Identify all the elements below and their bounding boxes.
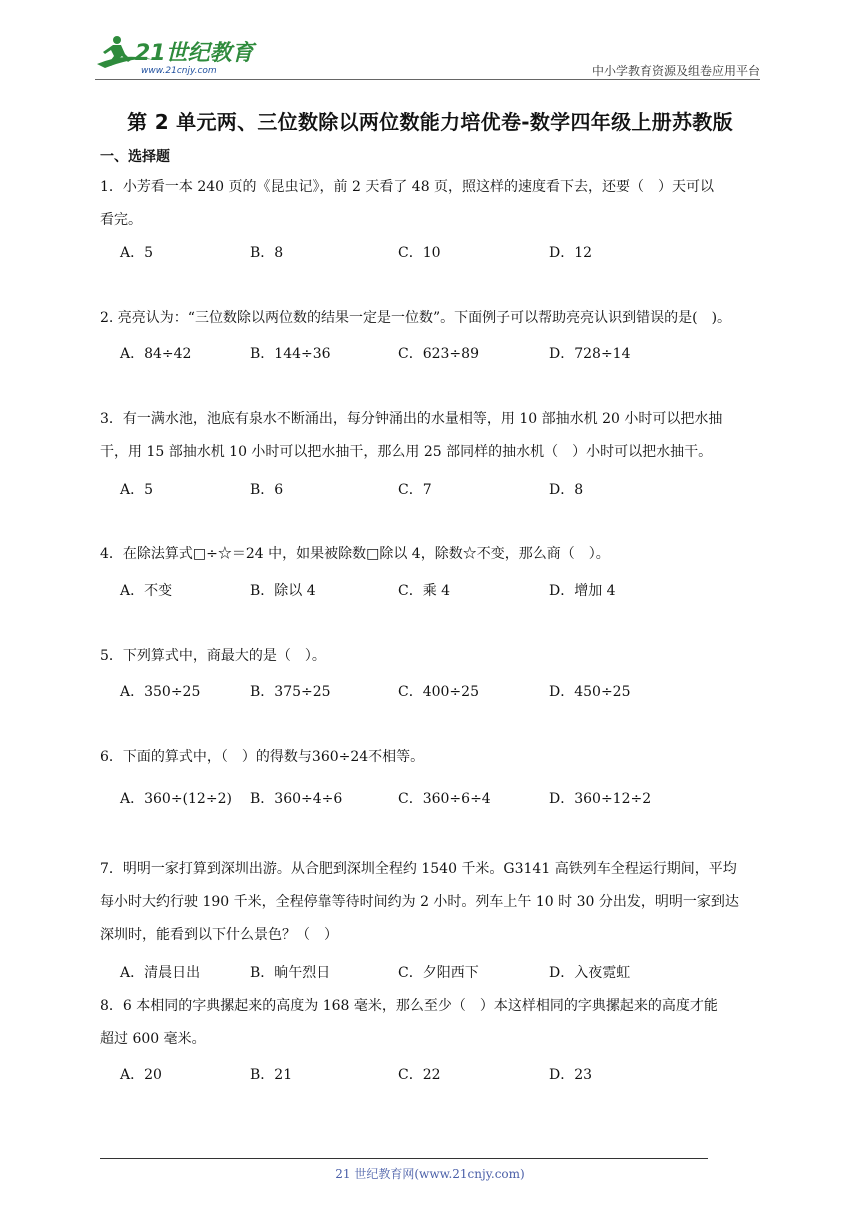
- question-8: [100, 990, 762, 1056]
- question-5: [100, 640, 762, 673]
- option-a[interactable]: A．清晨日出: [120, 965, 201, 981]
- option-a[interactable]: A．5: [120, 482, 154, 498]
- option-a[interactable]: A．84÷42: [120, 346, 192, 362]
- question-3: [100, 403, 762, 469]
- options-6: [120, 788, 760, 812]
- platform-name: 中小学教育资源及组卷应用平台: [591, 64, 760, 78]
- question-1: [100, 171, 762, 237]
- question-text: 3．有一满水池，池底有泉水不断涌出，每分钟涌出的水量相等，用 10 部抽水机 20 小时可以把水抽: [100, 411, 723, 427]
- option-b[interactable]: B．375÷25: [250, 684, 331, 700]
- question-text: 8．6 本相同的字典摞起来的高度为 168 毫米，那么至少（ ）本这样相同的字典摞起来的高度才能: [100, 998, 718, 1014]
- option-c[interactable]: C．400÷25: [398, 684, 479, 700]
- option-b[interactable]: B．8: [250, 245, 284, 261]
- option-d[interactable]: D．450÷25: [549, 684, 631, 700]
- question-text: 干，用 15 部抽水机 10 小时可以把水抽干，那么用 25 部同样的抽水机（ ）小时可以把水抽干。: [100, 444, 713, 460]
- option-d[interactable]: D．8: [549, 482, 584, 498]
- question-2: [100, 302, 762, 335]
- option-d[interactable]: D．23: [549, 1067, 593, 1083]
- option-d[interactable]: D．12: [549, 245, 593, 261]
- option-b[interactable]: B．除以 4: [250, 583, 316, 599]
- option-c[interactable]: C．7: [398, 482, 432, 498]
- option-b[interactable]: B．144÷36: [250, 346, 331, 362]
- options-2: [120, 343, 760, 367]
- question-text: 看完。: [100, 212, 142, 228]
- option-c[interactable]: C．10: [398, 245, 441, 261]
- options-4: [120, 580, 760, 604]
- logo-url: www.21cnjy.com: [141, 66, 217, 76]
- question-text: 4．在除法算式□÷☆＝24 中，如果被除数□除以 4，除数☆不变，那么商（ ）。: [100, 546, 610, 562]
- header-divider: [95, 79, 760, 80]
- question-7: [100, 853, 762, 952]
- section-heading: 一、选择题: [100, 149, 170, 165]
- options-3: [120, 479, 760, 503]
- option-b[interactable]: B．21: [250, 1067, 293, 1083]
- option-b[interactable]: B．360÷4÷6: [250, 791, 343, 807]
- question-text: 深圳时，能看到以下什么景色？（ ）: [100, 927, 338, 943]
- option-d[interactable]: D．728÷14: [549, 346, 631, 362]
- option-c[interactable]: C．乘 4: [398, 583, 451, 599]
- options-5: [120, 681, 760, 705]
- page-footer: 21 世纪教育网(www.21cnjy.com): [335, 1167, 525, 1181]
- option-d[interactable]: D．360÷12÷2: [549, 791, 652, 807]
- option-c[interactable]: C．623÷89: [398, 346, 479, 362]
- page-title: 第 2 单元两、三位数除以两位数能力培优卷-数学四年级上册苏教版: [127, 110, 733, 134]
- option-a[interactable]: A．不变: [120, 583, 173, 599]
- option-a[interactable]: A．360÷(12÷2): [120, 791, 232, 807]
- question-text: 1．小芳看一本 240 页的《昆虫记》，前 2 天看了 48 页，照这样的速度看下去，还要（ ）天可以: [100, 179, 715, 195]
- option-c[interactable]: C．夕阳西下: [398, 965, 479, 981]
- option-d[interactable]: D．增加 4: [549, 583, 616, 599]
- option-c[interactable]: C．22: [398, 1067, 441, 1083]
- question-4: [100, 538, 762, 571]
- option-d[interactable]: D．入夜霓虹: [549, 965, 631, 981]
- option-b[interactable]: B．晌午烈日: [250, 965, 331, 981]
- question-text: 每小时大约行驶 190 千米，全程停靠等待时间约为 2 小时。列车上午 10 时 30 分出发，明明一家到达: [100, 894, 739, 910]
- footer-divider: [100, 1158, 708, 1159]
- logo-text: 21世纪教育: [135, 41, 254, 66]
- options-8: [120, 1064, 760, 1088]
- options-7: [120, 962, 760, 986]
- option-a[interactable]: A．350÷25: [120, 684, 201, 700]
- question-text: 7．明明一家打算到深圳出游。从合肥到深圳全程约 1540 千米。G3141 高铁列车全程运行期间，平均: [100, 861, 737, 877]
- option-c[interactable]: C．360÷6÷4: [398, 791, 491, 807]
- page-header: [95, 30, 760, 80]
- question-text: 6．下面的算式中，（ ）的得数与360÷24不相等。: [100, 749, 425, 765]
- option-a[interactable]: A．5: [120, 245, 154, 261]
- option-a[interactable]: A．20: [120, 1067, 162, 1083]
- question-text: 超过 600 毫米。: [100, 1031, 206, 1047]
- option-b[interactable]: B．6: [250, 482, 284, 498]
- question-text: 2. 亮亮认为：“三位数除以两位数的结果一定是一位数”。下面例子可以帮助亮亮认识到错误的是( )。: [100, 310, 732, 326]
- site-logo: [95, 30, 265, 76]
- options-1: [120, 242, 760, 266]
- question-6: [100, 741, 762, 774]
- question-text: 5．下列算式中，商最大的是（ ）。: [100, 648, 326, 664]
